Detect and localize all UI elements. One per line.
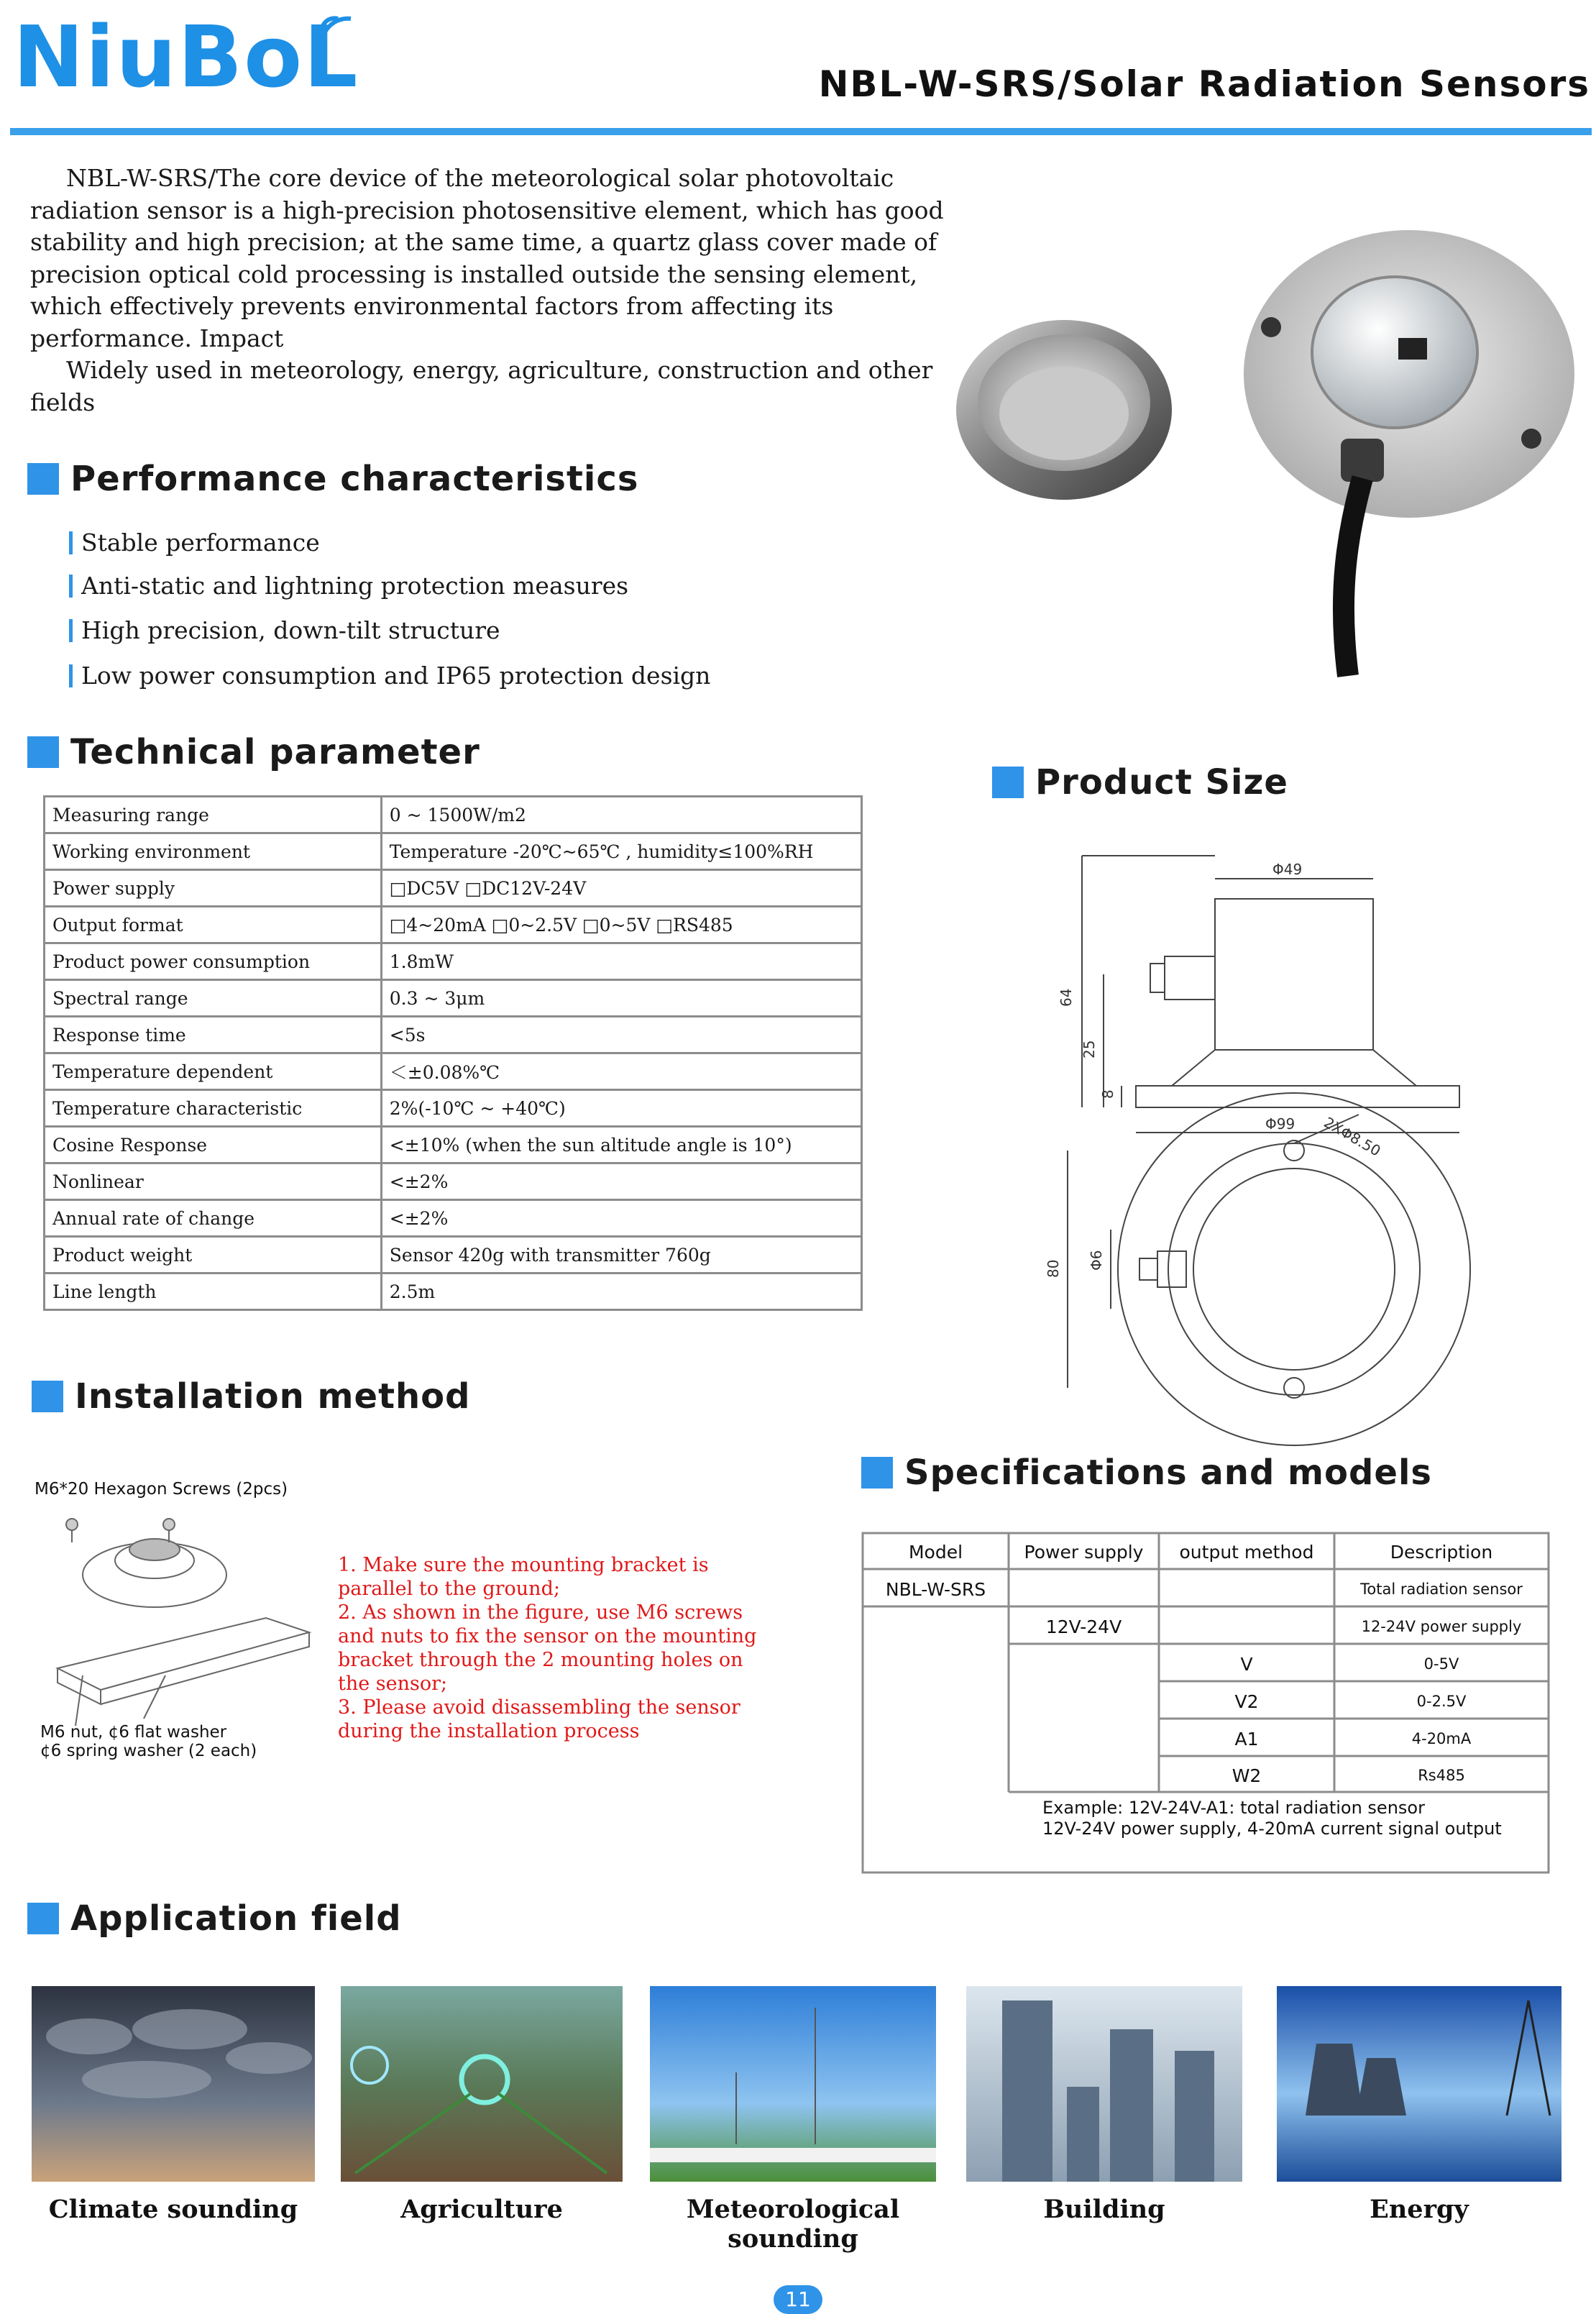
dim-h64-label: 64 xyxy=(1058,988,1075,1007)
technical-heading xyxy=(27,732,480,772)
specs-power-description: 12-24V power supply xyxy=(1361,1618,1522,1635)
application-heading-text: Application field xyxy=(70,1898,402,1939)
parameter-value-cell: <±2% xyxy=(381,1163,861,1200)
parameter-name-cell: Line length xyxy=(45,1273,382,1310)
section-marker-icon xyxy=(992,767,1024,798)
table-row xyxy=(45,1127,862,1163)
specs-header-description: Description xyxy=(1390,1541,1493,1563)
dim-h80-label: 80 xyxy=(1045,1259,1062,1278)
specs-output-code: W2 xyxy=(1232,1765,1262,1786)
page-number: 11 xyxy=(774,2285,822,2314)
parameter-value-cell: □4~20mA □0~2.5V □0~5V □RS485 xyxy=(381,907,861,943)
dim-d49-label: Φ49 xyxy=(1272,861,1303,878)
parameter-value-cell: 0.3 ~ 3μm xyxy=(381,980,861,1017)
table-row xyxy=(45,1200,862,1237)
feature-item xyxy=(69,662,710,690)
specs-heading-text: Specifications and models xyxy=(904,1453,1432,1493)
bullet-bar-icon xyxy=(69,575,73,598)
parameter-value-cell: Temperature -20℃~65℃ , humidity≤100%RH xyxy=(381,833,861,870)
energy-image xyxy=(1277,1986,1561,2182)
installation-note: 3. Please avoid disassembling the sensor during the installation process xyxy=(338,1696,740,1742)
climate-sounding-image xyxy=(32,1986,315,2182)
wifi-waves-icon xyxy=(316,13,359,56)
parameter-value-cell: <±2% xyxy=(381,1200,861,1237)
section-marker-icon xyxy=(27,736,59,768)
washer-label: M6 nut, ¢6 flat washer xyxy=(40,1723,227,1742)
feature-item xyxy=(69,616,500,644)
specs-heading xyxy=(861,1453,1432,1493)
bullet-bar-icon xyxy=(69,619,73,642)
product-size-heading-text: Product Size xyxy=(1035,762,1288,802)
specs-model-description: Total radiation sensor xyxy=(1360,1581,1523,1598)
specs-output-code: V xyxy=(1240,1653,1253,1675)
parameter-name-cell: Annual rate of change xyxy=(45,1200,382,1237)
specs-output-description: 0-2.5V xyxy=(1416,1693,1467,1710)
page-title: NBL-W-SRS/Solar Radiation Sensors xyxy=(818,63,1590,105)
bullet-bar-icon xyxy=(69,664,73,687)
table-row xyxy=(45,1273,862,1310)
parameter-name-cell: Nonlinear xyxy=(45,1163,382,1200)
header-rule xyxy=(10,128,1592,135)
performance-heading xyxy=(27,459,638,499)
washer-label: ¢6 spring washer (2 each) xyxy=(40,1742,257,1760)
bullet-bar-icon xyxy=(69,531,73,554)
feature-label: Low power consumption and IP65 protection design xyxy=(81,662,711,690)
specs-model-cell: NBL-W-SRS xyxy=(885,1578,986,1600)
dim-h25-label: 25 xyxy=(1081,1040,1098,1058)
installation-heading-text: Installation method xyxy=(75,1376,471,1417)
dimension-drawing xyxy=(1045,849,1459,1424)
section-marker-icon xyxy=(27,1903,59,1934)
parameter-name-cell: Product weight xyxy=(45,1237,382,1273)
parameter-value-cell: 0 ~ 1500W/m2 xyxy=(381,797,861,833)
table-row xyxy=(45,1237,862,1273)
specs-output-code: A1 xyxy=(1234,1728,1259,1750)
section-marker-icon xyxy=(32,1381,63,1412)
application-caption: Energy xyxy=(1370,2195,1469,2224)
application-caption: Agriculture xyxy=(400,2195,563,2224)
feature-item xyxy=(69,529,320,557)
specs-example-line: 12V-24V power supply, 4-20mA current signal output xyxy=(1042,1819,1502,1839)
screws-label: M6*20 Hexagon Screws (2pcs) xyxy=(35,1480,288,1499)
specs-example xyxy=(1042,1798,1502,1839)
installation-diagram xyxy=(43,1510,316,1726)
specs-power-cell: 12V-24V xyxy=(1045,1616,1122,1637)
application-caption: Building xyxy=(1043,2195,1165,2224)
brand-logo: NiuBoL xyxy=(13,7,359,106)
intro-paragraph-1: NBL-W-SRS/The core device of the meteorological solar photovoltaic radiation sensor is a high-precision photosensitive element, which has good stability and high precision; at the same time, a quartz glass cover made of precision optical cold processing is installed outside the sensing element, which effectively prevents environmental factors from affecting its performance. Impact xyxy=(30,164,944,352)
specs-example-line: Example: 12V-24V-A1: total radiation sensor xyxy=(1042,1798,1425,1818)
parameter-name-cell: Cosine Response xyxy=(45,1127,382,1163)
parameter-name-cell: Power supply xyxy=(45,870,382,907)
parameter-value-cell: 2%(-10℃ ~ +40℃) xyxy=(381,1090,861,1127)
specs-output-description: 0-5V xyxy=(1423,1655,1459,1673)
table-row xyxy=(45,870,862,907)
intro-paragraph-2: Widely used in meteorology, energy, agriculture, construction and other fields xyxy=(30,356,933,416)
table-row xyxy=(45,833,862,870)
specs-output-description: 4-20mA xyxy=(1411,1730,1472,1747)
specs-header-output: output method xyxy=(1179,1541,1314,1563)
parameter-value-cell: ＜±0.08%℃ xyxy=(381,1053,861,1090)
dim-hole-label: 2XΦ8.50 xyxy=(1321,1113,1384,1160)
table-row xyxy=(45,1017,862,1053)
parameter-name-cell: Measuring range xyxy=(45,797,382,833)
specs-output-description: Rs485 xyxy=(1418,1767,1465,1784)
parameter-value-cell: 1.8mW xyxy=(381,943,861,980)
sensor-photo xyxy=(1222,230,1582,690)
parameter-name-cell: Spectral range xyxy=(45,980,382,1017)
feature-item xyxy=(69,572,628,600)
parameter-value-cell: <5s xyxy=(381,1017,861,1053)
dim-h8-label: 8 xyxy=(1099,1089,1116,1099)
intro-text xyxy=(30,163,950,419)
specs-header-power: Power supply xyxy=(1024,1541,1144,1563)
table-row xyxy=(45,1090,862,1127)
feature-label: Anti-static and lightning protection measures xyxy=(81,572,629,600)
table-row xyxy=(45,1053,862,1090)
parameter-value-cell: Sensor 420g with transmitter 760g xyxy=(381,1237,861,1273)
application-heading xyxy=(27,1898,402,1939)
product-size-heading xyxy=(992,762,1288,802)
building-image xyxy=(966,1986,1242,2182)
parameter-name-cell: Working environment xyxy=(45,833,382,870)
installation-note: 2. As shown in the figure, use M6 screws and nuts to fix the sensor on the mounting bracket through the 2 mounting holes on the sensor; xyxy=(338,1601,757,1695)
dim-d6-label: Φ6 xyxy=(1088,1250,1105,1271)
table-row xyxy=(45,907,862,943)
installation-heading xyxy=(32,1376,471,1417)
parameter-value-cell: <±10% (when the sun altitude angle is 10°) xyxy=(381,1127,861,1163)
section-marker-icon xyxy=(861,1457,893,1488)
sensor-cap-photo xyxy=(949,302,1179,503)
specs-output-code: V2 xyxy=(1234,1691,1259,1712)
parameter-name-cell: Response time xyxy=(45,1017,382,1053)
parameter-name-cell: Temperature dependent xyxy=(45,1053,382,1090)
technical-parameter-table xyxy=(43,795,863,1311)
section-marker-icon xyxy=(27,463,59,495)
parameter-value-cell: □DC5V □DC12V-24V xyxy=(381,870,861,907)
dim-d99-label: Φ99 xyxy=(1265,1115,1295,1133)
table-row xyxy=(45,980,862,1017)
feature-label: Stable performance xyxy=(81,529,320,557)
parameter-name-cell: Output format xyxy=(45,907,382,943)
table-row xyxy=(45,797,862,833)
specs-header-model: Model xyxy=(908,1541,963,1563)
application-caption: Meteorological sounding xyxy=(686,2195,900,2254)
installation-notes xyxy=(338,1553,769,1743)
technical-heading-text: Technical parameter xyxy=(70,732,480,772)
application-caption: Climate sounding xyxy=(48,2195,298,2224)
parameter-name-cell: Product power consumption xyxy=(45,943,382,980)
parameter-name-cell: Temperature characteristic xyxy=(45,1090,382,1127)
meteorological-sounding-image xyxy=(650,1986,936,2182)
table-row xyxy=(45,1163,862,1200)
agriculture-image xyxy=(341,1986,623,2182)
performance-heading-text: Performance characteristics xyxy=(70,459,639,499)
feature-label: High precision, down-tilt structure xyxy=(81,616,500,644)
parameter-value-cell: 2.5m xyxy=(381,1273,861,1310)
table-row xyxy=(45,943,862,980)
installation-note: 1. Make sure the mounting bracket is parallel to the ground; xyxy=(338,1554,709,1600)
